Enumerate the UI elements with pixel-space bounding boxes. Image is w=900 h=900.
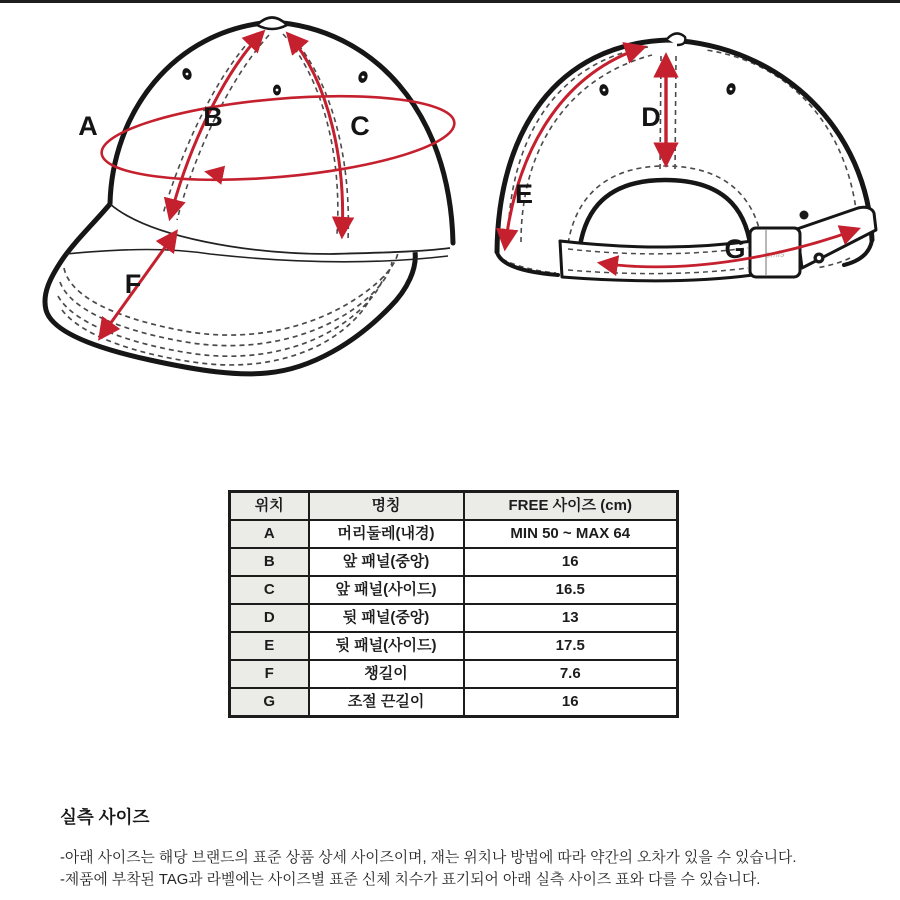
cell-name: 조절 끈길이 xyxy=(309,688,464,717)
notes-line-1: -아래 사이즈는 해당 브랜드의 표준 상품 상세 사이즈이며, 재는 위치나 방법에 따라 약간의 오차가 있을 수 있습니다. xyxy=(60,850,797,866)
cell-position: A xyxy=(230,520,309,548)
label-C: C xyxy=(350,111,370,141)
cap-crown xyxy=(110,22,453,254)
cell-value: 16 xyxy=(464,688,678,717)
table-row xyxy=(230,548,678,576)
table-row xyxy=(230,688,678,717)
label-G: G xyxy=(724,234,746,264)
notes-line-2: -제품에 부착된 TAG과 라벨에는 사이즈별 표준 신체 치수가 표기되어 아래 실측 사이즈 표와 다를 수 있습니다. xyxy=(60,871,761,888)
cell-value: 16.5 xyxy=(464,576,678,604)
notes-heading: 실측 사이즈 xyxy=(60,807,150,827)
cell-position: D xyxy=(230,604,309,632)
cell-position: B xyxy=(230,548,309,576)
table-row xyxy=(230,604,678,632)
cell-position: F xyxy=(230,660,309,688)
cell-name: 챙길이 xyxy=(309,660,464,688)
cell-name: 머리둘레(내경) xyxy=(309,520,464,548)
table-row xyxy=(230,660,678,688)
table-row xyxy=(230,632,678,660)
column-header-free-size: FREE 사이즈 (cm) xyxy=(464,492,678,521)
front-cap-diagram xyxy=(45,18,458,374)
cell-value: 16 xyxy=(464,548,678,576)
column-header-name: 명칭 xyxy=(309,492,464,521)
label-F: F xyxy=(124,269,142,299)
cell-name: 뒷 패널(중앙) xyxy=(309,604,464,632)
size-table xyxy=(228,490,679,718)
label-B: B xyxy=(203,102,223,132)
table-header-row xyxy=(230,492,678,521)
crown-top-button xyxy=(257,18,287,30)
cell-name: 앞 패널(중앙) xyxy=(309,548,464,576)
table-row xyxy=(230,576,678,604)
cell-value: MIN 50 ~ MAX 64 xyxy=(464,520,678,548)
label-D: D xyxy=(641,102,661,132)
cell-position: G xyxy=(230,688,309,717)
cell-value: 7.6 xyxy=(464,660,678,688)
cell-position: C xyxy=(230,576,309,604)
label-E: E xyxy=(514,179,534,209)
cell-value: 13 xyxy=(464,604,678,632)
table-row xyxy=(230,520,678,548)
notes-section xyxy=(60,804,870,893)
column-header-position: 위치 xyxy=(230,492,309,521)
cell-name: 앞 패널(사이드) xyxy=(309,576,464,604)
cell-position: E xyxy=(230,632,309,660)
back-cap-diagram xyxy=(497,33,876,280)
cap-measurement-diagram xyxy=(0,2,900,477)
cell-value: 17.5 xyxy=(464,632,678,660)
buckle-brand-text: emis xyxy=(765,248,785,260)
label-A: A xyxy=(78,111,98,141)
cell-name: 뒷 패널(사이드) xyxy=(309,632,464,660)
